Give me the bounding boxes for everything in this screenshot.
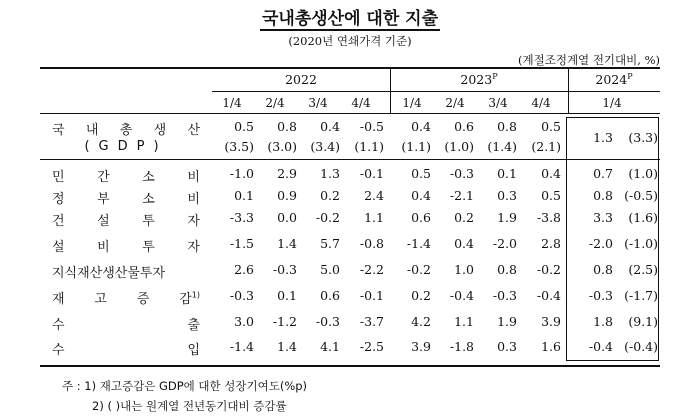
footnote-1: 주 : 1) 재고증감은 GDP에 대한 성장기여도(%p) xyxy=(62,379,308,393)
table-cell: -0.3 xyxy=(229,288,254,303)
quarter-header: 3/4 xyxy=(308,96,328,110)
table-cell: 0.2 xyxy=(454,210,474,225)
quarter-header: 2/4 xyxy=(445,96,465,110)
table-cell: 4.1 xyxy=(320,339,340,354)
year-divider-rule xyxy=(212,91,660,92)
quarter-header: 1/4 xyxy=(222,96,242,110)
table-cell: (2.1) xyxy=(531,139,561,154)
table-cell: 0.8 xyxy=(277,119,297,134)
row-label: 국 내 총 생 산 xyxy=(52,123,200,138)
table-cell: 5.0 xyxy=(320,262,340,277)
table-cell: 0.3 xyxy=(497,188,517,203)
table-cell: (1.0) xyxy=(444,139,474,154)
table-cell: (-1.0) xyxy=(624,236,658,251)
table-cell: 3.9 xyxy=(541,314,561,329)
table-cell: 0.5 xyxy=(541,188,561,203)
table-cell: -0.8 xyxy=(359,236,384,251)
row-label: 수 출 xyxy=(52,318,200,333)
table-cell: -1.0 xyxy=(229,166,254,181)
table-cell: (3.3) xyxy=(628,130,658,145)
table-cell: 0.4 xyxy=(320,119,340,134)
table-cell: 0.2 xyxy=(320,188,340,203)
table-cell: -0.3 xyxy=(315,314,340,329)
table-cell: 1.3 xyxy=(320,166,340,181)
table-cell: (9.1) xyxy=(628,314,658,329)
row-label: 재 고 증 감$^{1)}$ xyxy=(52,290,200,307)
table-bottom-rule xyxy=(40,365,660,367)
table-cell: 0.0 xyxy=(277,210,297,225)
row-label: 민 간 소 비 xyxy=(52,170,200,185)
table-cell: 0.1 xyxy=(497,166,517,181)
table-cell: -0.3 xyxy=(449,166,474,181)
table-cell: 1.6 xyxy=(541,339,561,354)
table-cell: (3.4) xyxy=(310,139,340,154)
table-cell: -0.2 xyxy=(406,262,431,277)
page-title: 국내총생산에 대한 지출 xyxy=(261,9,439,29)
table-cell: -3.7 xyxy=(359,314,384,329)
table-cell: 2.4 xyxy=(364,188,384,203)
table-cell: 0.6 xyxy=(454,119,474,134)
table-cell: (1.1) xyxy=(354,139,384,154)
table-cell: -0.4 xyxy=(449,288,474,303)
table-cell: 0.1 xyxy=(234,188,254,203)
quarter-header: 2/4 xyxy=(265,96,285,110)
table-cell: -0.4 xyxy=(536,288,561,303)
table-cell: 0.5 xyxy=(541,119,561,134)
table-cell: 3.3 xyxy=(593,210,613,225)
footnote-2: 2) ( )내는 원계열 전년동기대비 증감률 xyxy=(92,399,287,413)
table-cell: (1.1) xyxy=(401,139,431,154)
table-cell: 0.8 xyxy=(593,262,613,277)
table-cell: -2.1 xyxy=(449,188,474,203)
header-bottom-rule xyxy=(40,113,660,114)
year-header: 2022 xyxy=(285,72,317,88)
table-cell: (-1.7) xyxy=(624,288,658,303)
table-cell: (1.0) xyxy=(628,166,658,181)
row-label: 정 부 소 비 xyxy=(52,192,200,207)
quarter-header: 1/4 xyxy=(402,96,422,110)
table-cell: -2.0 xyxy=(492,236,517,251)
table-cell: (1.6) xyxy=(628,210,658,225)
table-cell: 0.5 xyxy=(234,119,254,134)
row-label: 건 설 투 자 xyxy=(52,214,200,229)
table-cell: 1.9 xyxy=(497,210,517,225)
table-cell: -0.2 xyxy=(536,262,561,277)
table-cell: 2.6 xyxy=(234,262,254,277)
subtitle: (2020년 연쇄가격 기준) xyxy=(288,34,412,48)
table-cell: (2.5) xyxy=(628,262,658,277)
table-cell: 0.4 xyxy=(411,119,431,134)
table-cell: 0.2 xyxy=(411,288,431,303)
table-cell: 0.7 xyxy=(593,166,613,181)
row-label: (GDP) xyxy=(84,139,168,154)
table-cell: 0.6 xyxy=(411,210,431,225)
unit-note: (계절조정계열 전기대비, %) xyxy=(518,53,660,67)
table-cell: 0.4 xyxy=(454,236,474,251)
table-cell: -3.3 xyxy=(229,210,254,225)
quarter-header: 1/4 xyxy=(602,96,622,110)
row-label: 설 비 투 자 xyxy=(52,240,200,255)
table-cell: 1.9 xyxy=(497,314,517,329)
quarter-header: 3/4 xyxy=(488,96,508,110)
table-cell: 1.1 xyxy=(454,314,474,329)
table-cell: 0.8 xyxy=(497,119,517,134)
table-cell: (3.5) xyxy=(224,139,254,154)
table-cell: -2.2 xyxy=(359,262,384,277)
table-cell: (-0.4) xyxy=(624,339,658,354)
table-cell: -1.8 xyxy=(449,339,474,354)
table-cell: (-0.5) xyxy=(624,188,658,203)
table-cell: 3.9 xyxy=(411,339,431,354)
table-cell: -1.2 xyxy=(272,314,297,329)
table-top-rule xyxy=(40,67,660,69)
table-cell: -3.8 xyxy=(536,210,561,225)
table-cell: 0.6 xyxy=(320,288,340,303)
table-cell: -2.0 xyxy=(588,236,613,251)
table-cell: -0.3 xyxy=(492,288,517,303)
table-cell: -1.5 xyxy=(229,236,254,251)
table-cell: -0.3 xyxy=(588,288,613,303)
table-cell: 0.8 xyxy=(593,188,613,203)
row-label: 수 입 xyxy=(52,343,200,358)
year-header: $2023^P$ xyxy=(460,72,498,88)
table-cell: 3.0 xyxy=(234,314,254,329)
table-cell: 2.9 xyxy=(277,166,297,181)
table-cell: (1.4) xyxy=(487,139,517,154)
table-cell: 0.3 xyxy=(497,339,517,354)
quarter-header: 4/4 xyxy=(531,96,551,110)
table-cell: -0.2 xyxy=(315,210,340,225)
year-header: $2024^P$ xyxy=(595,72,633,88)
table-cell: 2.8 xyxy=(541,236,561,251)
table-cell: -1.4 xyxy=(229,339,254,354)
table-cell: -0.1 xyxy=(359,166,384,181)
table-cell: -0.5 xyxy=(359,119,384,134)
table-cell: 1.0 xyxy=(454,262,474,277)
quarter-header: 4/4 xyxy=(351,96,371,110)
table-cell: 0.4 xyxy=(541,166,561,181)
table-cell: -0.4 xyxy=(588,339,613,354)
table-cell: 1.8 xyxy=(593,314,613,329)
table-cell: 0.5 xyxy=(411,166,431,181)
table-cell: (3.0) xyxy=(267,139,297,154)
table-cell: 4.2 xyxy=(411,314,431,329)
table-cell: 0.4 xyxy=(411,188,431,203)
table-cell: 5.7 xyxy=(320,236,340,251)
table-cell: 0.1 xyxy=(277,288,297,303)
table-cell: -0.1 xyxy=(359,288,384,303)
row-label: 지식재산생산물투자 xyxy=(52,266,166,281)
table-cell: 0.8 xyxy=(497,262,517,277)
table-cell: 1.3 xyxy=(593,130,613,145)
table-cell: 1.4 xyxy=(277,236,297,251)
table-cell: -2.5 xyxy=(359,339,384,354)
table-cell: 1.4 xyxy=(277,339,297,354)
table-cell: -1.4 xyxy=(406,236,431,251)
table-cell: 1.1 xyxy=(364,210,384,225)
table-cell: -0.3 xyxy=(272,262,297,277)
table-cell: 0.9 xyxy=(277,188,297,203)
